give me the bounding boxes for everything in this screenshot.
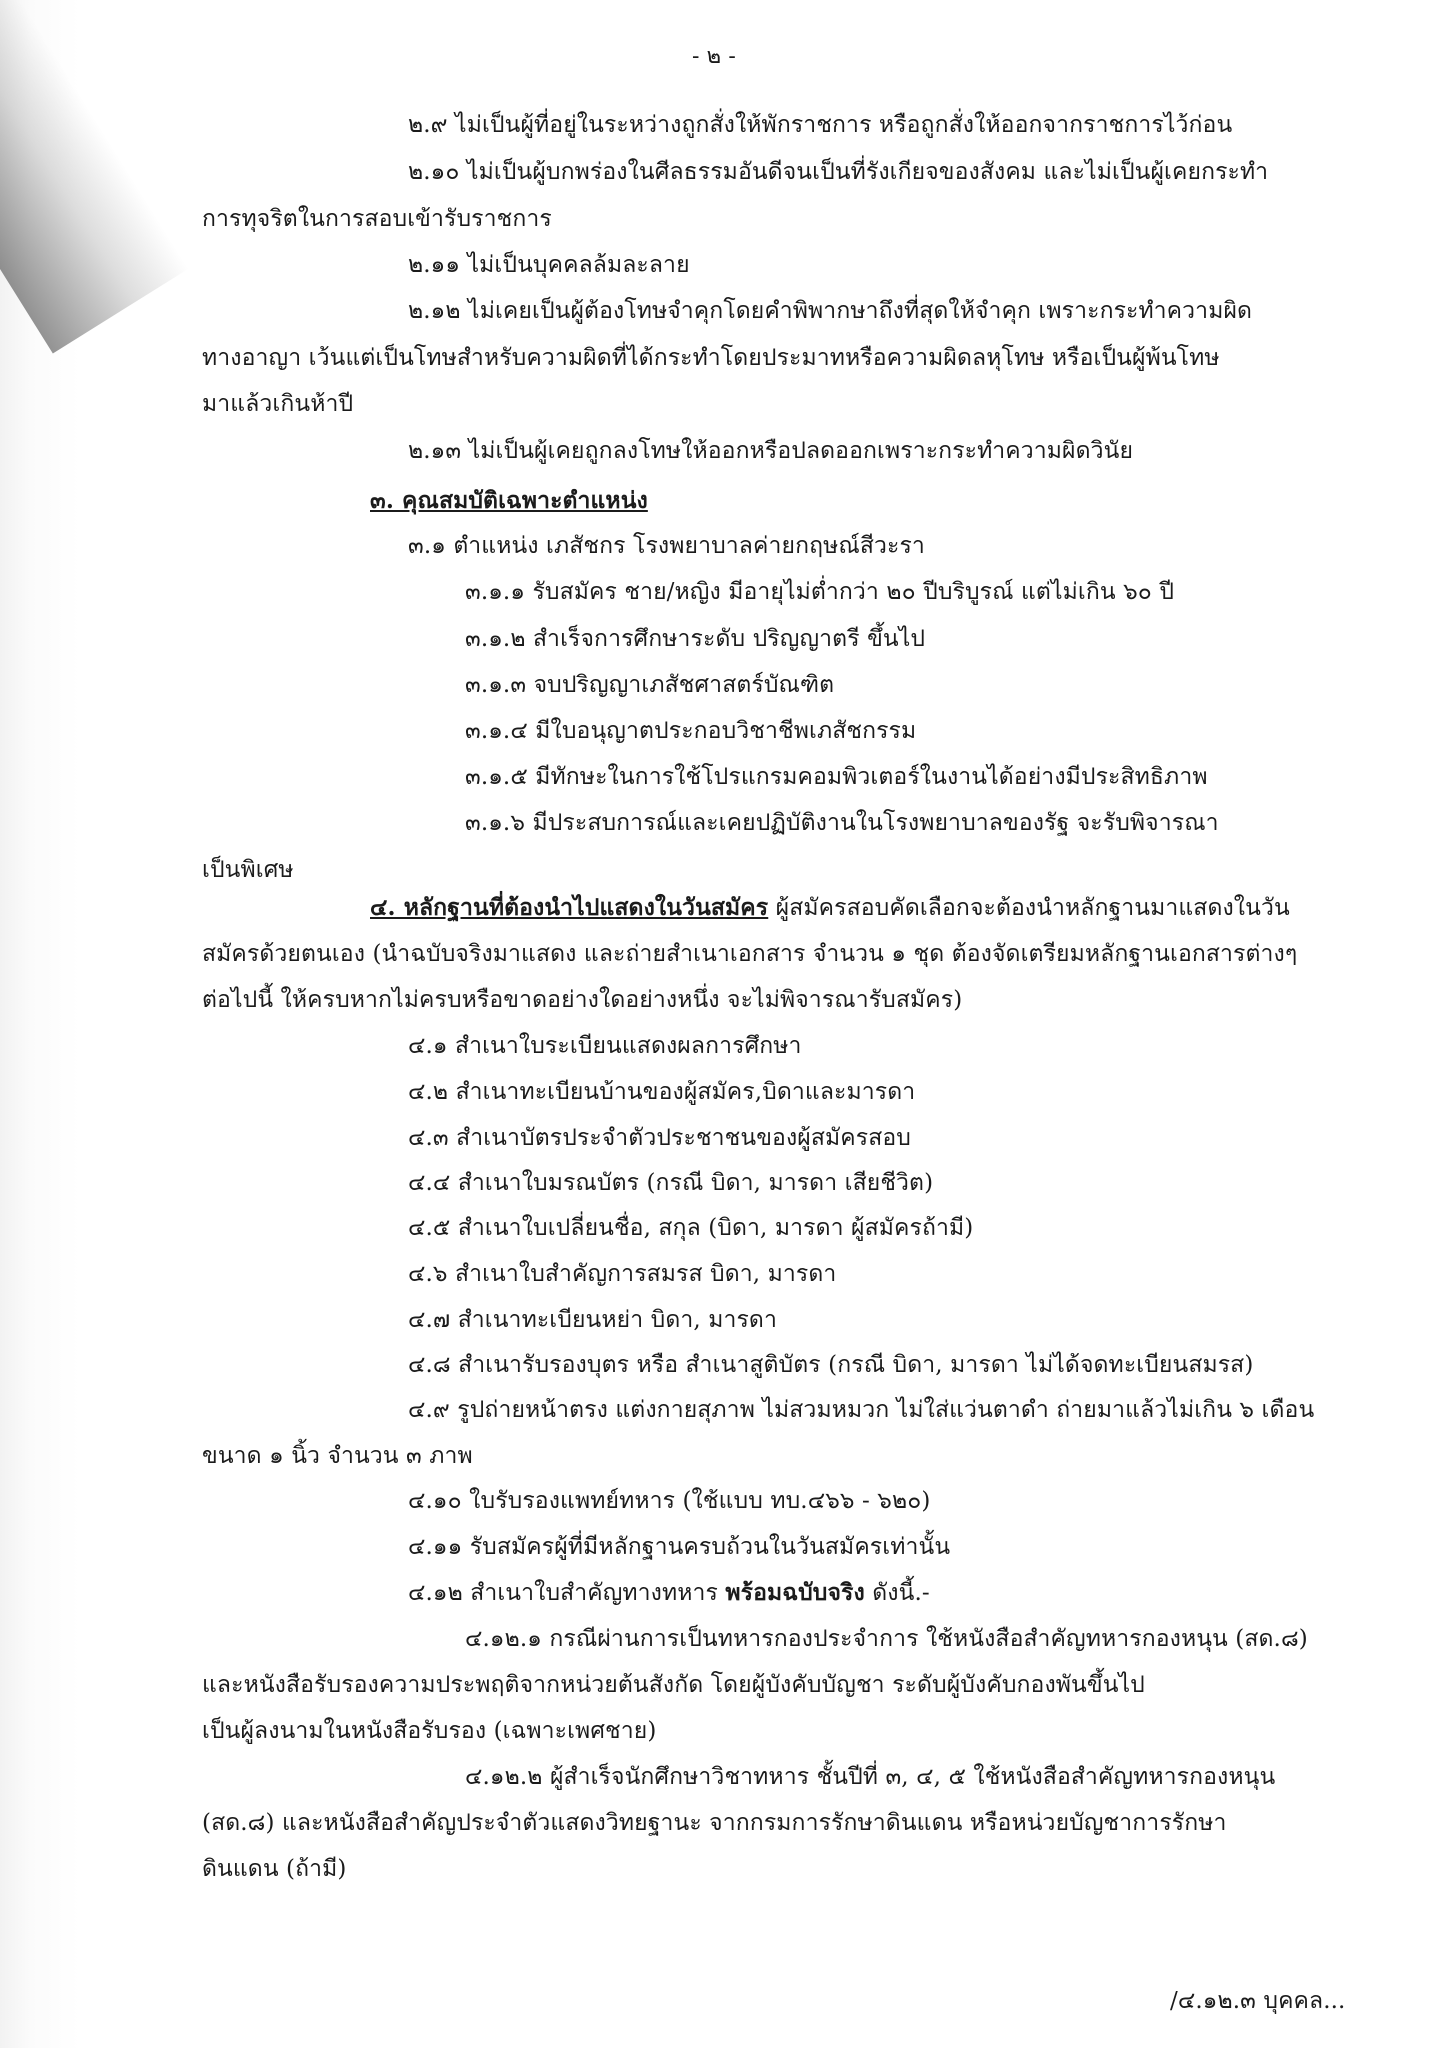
section-4-line: [370, 893, 1290, 923]
clause-4-12: [408, 1578, 930, 1608]
clause-4-12-2-cont-2: ดินแดน (ถ้ามี): [202, 1856, 347, 1882]
clause-4-8: ๔.๘ สำเนารับรองบุตร หรือ สำเนาสูติบัตร (กรณี บิดา, มารดา ไม่ได้จดทะเบียนสมรส): [408, 1352, 1254, 1378]
clause-2-10: ๒.๑๐ ไม่เป็นผู้บกพร่องในศีลธรรมอันดีจนเป็นที่รังเกียจของสังคม และไม่เป็นผู้เคยกระทำ: [408, 159, 1269, 185]
section-4-intro-cont-2: ต่อไปนี้ ให้ครบหากไม่ครบหรือขาดอย่างใดอย่างหนึ่ง จะไม่พิจารณารับสมัคร): [202, 987, 963, 1013]
clause-2-12-cont-2: มาแล้วเกินห้าปี: [202, 391, 354, 417]
clause-2-13: ๒.๑๓ ไม่เป็นผู้เคยถูกลงโทษให้ออกหรือปลดออกเพราะกระทำความผิดวินัย: [408, 438, 1134, 464]
clause-4-12-tail: ดังนี้.-: [864, 1580, 930, 1606]
clause-3-1-1: ๓.๑.๑ รับสมัคร ชาย/หญิง มีอายุไม่ต่ำกว่า ๒๐ ปีบริบูรณ์ แต่ไม่เกิน ๖๐ ปี: [465, 579, 1175, 605]
clause-2-10-cont: การทุจริตในการสอบเข้ารับราชการ: [202, 206, 552, 232]
section-4-intro: ผู้สมัครสอบคัดเลือกจะต้องนำหลักฐานมาแสดงในวัน: [768, 895, 1290, 921]
clause-4-9-cont: ขนาด ๑ นิ้ว จำนวน ๓ ภาพ: [202, 1443, 473, 1469]
clause-2-12: ๒.๑๒ ไม่เคยเป็นผู้ต้องโทษจำคุกโดยคำพิพากษาถึงที่สุดให้จำคุก เพราะกระทำความผิด: [408, 298, 1253, 324]
clause-4-9: ๔.๙ รูปถ่ายหน้าตรง แต่งกายสุภาพ ไม่สวมหมวก ไม่ใส่แว่นตาดำ ถ่ายมาแล้วไม่เกิน ๖ เดือน: [408, 1397, 1315, 1423]
clause-4-1: ๔.๑ สำเนาใบระเบียนแสดงผลการศึกษา: [408, 1033, 802, 1059]
clause-4-6: ๔.๖ สำเนาใบสำคัญการสมรส บิดา, มารดา: [408, 1261, 837, 1287]
clause-2-12-cont-1: ทางอาญา เว้นแต่เป็นโทษสำหรับความผิดที่ได้กระทำโดยประมาทหรือความผิดลหุโทษ หรือเป็นผู้พ้นโทษ: [202, 345, 1220, 371]
clause-4-12-text: ๔.๑๒ สำเนาใบสำคัญทางทหาร: [408, 1580, 726, 1606]
clause-4-12-bold: พร้อมฉบับจริง: [725, 1579, 865, 1606]
clause-4-12-1-cont-2: เป็นผู้ลงนามในหนังสือรับรอง (เฉพาะเพศชาย): [202, 1718, 657, 1744]
clause-3-1-5: ๓.๑.๕ มีทักษะในการใช้โปรแกรมคอมพิวเตอร์ในงานได้อย่างมีประสิทธิภาพ: [465, 764, 1208, 790]
clause-3-1-4: ๓.๑.๔ มีใบอนุญาตประกอบวิชาชีพเภสัชกรรม: [465, 718, 917, 744]
clause-4-7: ๔.๗ สำเนาทะเบียนหย่า บิดา, มารดา: [408, 1307, 777, 1333]
clause-4-12-2: ๔.๑๒.๒ ผู้สำเร็จนักศึกษาวิชาทหาร ชั้นปีที่ ๓, ๔, ๕ ใช้หนังสือสำคัญทหารกองหนุน: [465, 1764, 1276, 1790]
section-4-intro-cont-1: สมัครด้วยตนเอง (นำฉบับจริงมาแสดง และถ่ายสำเนาเอกสาร จำนวน ๑ ชุด ต้องจัดเตรียมหลักฐานเอกสารต่างๆ: [202, 941, 1298, 967]
page-number: - ๒ -: [692, 44, 736, 69]
clause-4-12-1: ๔.๑๒.๑ กรณีผ่านการเป็นทหารกองประจำการ ใช้หนังสือสำคัญทหารกองหนุน (สด.๘): [465, 1626, 1308, 1652]
section-4-heading: ๔. หลักฐานที่ต้องนำไปแสดงในวันสมัคร: [370, 894, 769, 921]
section-3-heading: ๓. คุณสมบัติเฉพาะตำแหน่ง: [370, 487, 648, 514]
clause-4-3: ๔.๓ สำเนาบัตรประจำตัวประชาชนของผู้สมัครสอบ: [408, 1125, 911, 1151]
clause-4-12-1-cont-1: และหนังสือรับรองความประพฤติจากหน่วยต้นสังกัด โดยผู้บังคับบัญชา ระดับผู้บังคับกองพันขึ้นไป: [202, 1672, 1145, 1698]
scan-shadow: [0, 0, 189, 354]
clause-3-1-6: ๓.๑.๖ มีประสบการณ์และเคยปฏิบัติงานในโรงพยาบาลของรัฐ จะรับพิจารณา: [465, 810, 1219, 836]
continuation-marker: /๔.๑๒.๓ บุคคล...: [1170, 1988, 1346, 2014]
clause-4-4: ๔.๔ สำเนาใบมรณบัตร (กรณี บิดา, มารดา เสียชีวิต): [408, 1170, 934, 1196]
clause-3-1-3: ๓.๑.๓ จบปริญญาเภสัชศาสตร์บัณฑิต: [465, 672, 835, 698]
clause-4-2: ๔.๒ สำเนาทะเบียนบ้านของผู้สมัคร,บิดาและมารดา: [408, 1079, 916, 1105]
clause-4-10: ๔.๑๐ ใบรับรองแพทย์ทหาร (ใช้แบบ ทบ.๔๖๖ - ๖๒๐): [408, 1488, 931, 1514]
clause-3-1-6-cont: เป็นพิเศษ: [202, 857, 294, 883]
clause-2-9: ๒.๙ ไม่เป็นผู้ที่อยู่ในระหว่างถูกสั่งให้พักราชการ หรือถูกสั่งให้ออกจากราชการไว้ก่อน: [408, 112, 1233, 138]
clause-4-12-2-cont-1: (สด.๘) และหนังสือสำคัญประจำตัวแสดงวิทยฐานะ จากกรมการรักษาดินแดน หรือหน่วยบัญชาการรักษา: [202, 1810, 1227, 1836]
clause-3-1-2: ๓.๑.๒ สำเร็จการศึกษาระดับ ปริญญาตรี ขึ้นไป: [465, 626, 926, 652]
clause-4-5: ๔.๕ สำเนาใบเปลี่ยนชื่อ, สกุล (บิดา, มารดา ผู้สมัครถ้ามี): [408, 1215, 974, 1241]
clause-2-11: ๒.๑๑ ไม่เป็นบุคคลล้มละลาย: [408, 252, 690, 278]
clause-3-1: ๓.๑ ตำแหน่ง เภสัชกร โรงพยาบาลค่ายกฤษณ์สีวะรา: [408, 533, 925, 559]
clause-4-11: ๔.๑๑ รับสมัครผู้ที่มีหลักฐานครบถ้วนในวันสมัครเท่านั้น: [408, 1534, 951, 1560]
